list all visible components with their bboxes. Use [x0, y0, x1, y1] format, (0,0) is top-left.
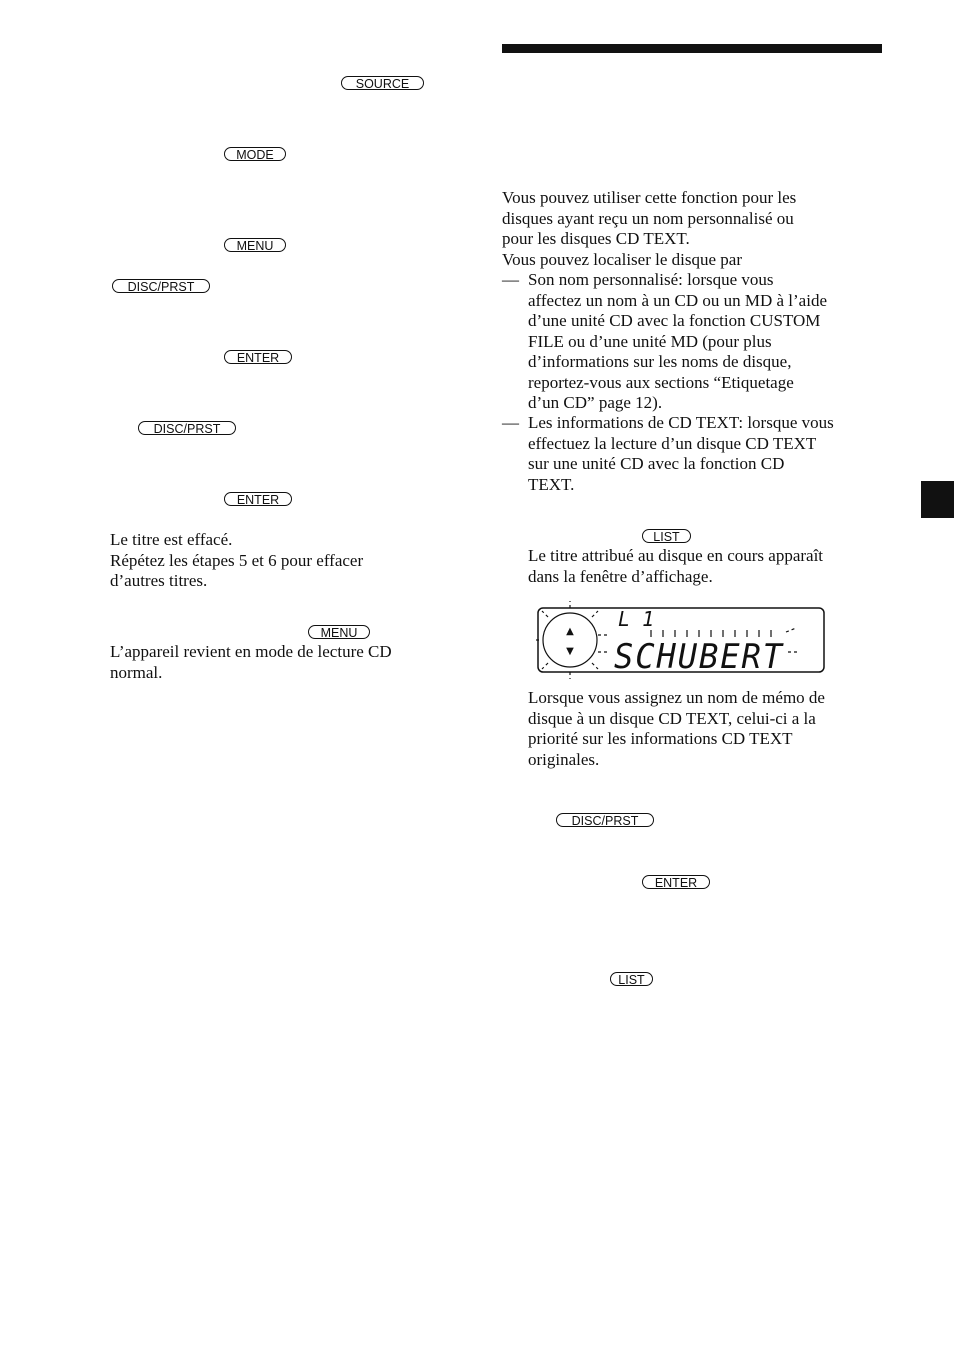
intro-text: Vous pouvez utiliser cette fonction pour les disques ayant reçu un nom personnalisé ou pour les disques CD TEXT. Vous pouvez localiser le disque par [502, 188, 797, 269]
menu-button[interactable]: MENU [224, 238, 286, 252]
return-text: L’appareil revient en mode de lecture CD normal. [110, 642, 392, 682]
lcd-display-illustration [532, 600, 828, 680]
list-description: Le titre attribué au disque en cours apparaît dans la fenêtre d’affichage. [528, 546, 824, 586]
header-bar [502, 44, 882, 53]
erased-text: Le titre est effacé. Répétez les étapes 5 et 6 pour effacer d’autres titres. [110, 530, 364, 590]
menu-button[interactable]: MENU [308, 625, 370, 639]
source-button[interactable]: SOURCE [341, 76, 424, 90]
lcd-top-text: L 1 [618, 607, 655, 631]
disc-prst-button[interactable]: DISC/PRST [556, 813, 654, 827]
enter-button[interactable]: ENTER [224, 492, 292, 506]
lcd-main-text: SCHUBERT [614, 637, 785, 677]
disc-prst-button[interactable]: DISC/PRST [138, 421, 236, 435]
bullet-dash: — [502, 270, 519, 289]
disc-prst-button[interactable]: DISC/PRST [112, 279, 210, 293]
down-arrow-icon: ▼ [566, 646, 574, 657]
list-button[interactable]: LIST [642, 529, 691, 543]
enter-button[interactable]: ENTER [224, 350, 292, 364]
list-button[interactable]: LIST [610, 972, 653, 986]
memo-note: Lorsque vous assignez un nom de mémo de disque à un disque CD TEXT, celui-ci a la priorité sur les informations CD TEXT originales. [528, 688, 825, 769]
enter-button[interactable]: ENTER [642, 875, 710, 889]
bullet-dash: — [502, 413, 519, 432]
bullet-custom-name: Son nom personnalisé: lorsque vous affectez un nom à un CD ou un MD à l’aide d’une unité CD avec la fonction CUSTOM FILE ou d’une unité MD (pour plus d’informations sur les noms de disque, reportez-vous aux sections “Etiquetage d’un CD” page 12). [528, 270, 827, 412]
section-tab [921, 481, 954, 518]
mode-button[interactable]: MODE [224, 147, 286, 161]
bullet-cd-text: Les informations de CD TEXT: lorsque vous effectuez la lecture d’un disque CD TEXT sur une unité CD avec la fonction CD TEXT. [528, 413, 834, 494]
up-arrow-icon: ▲ [566, 626, 574, 637]
